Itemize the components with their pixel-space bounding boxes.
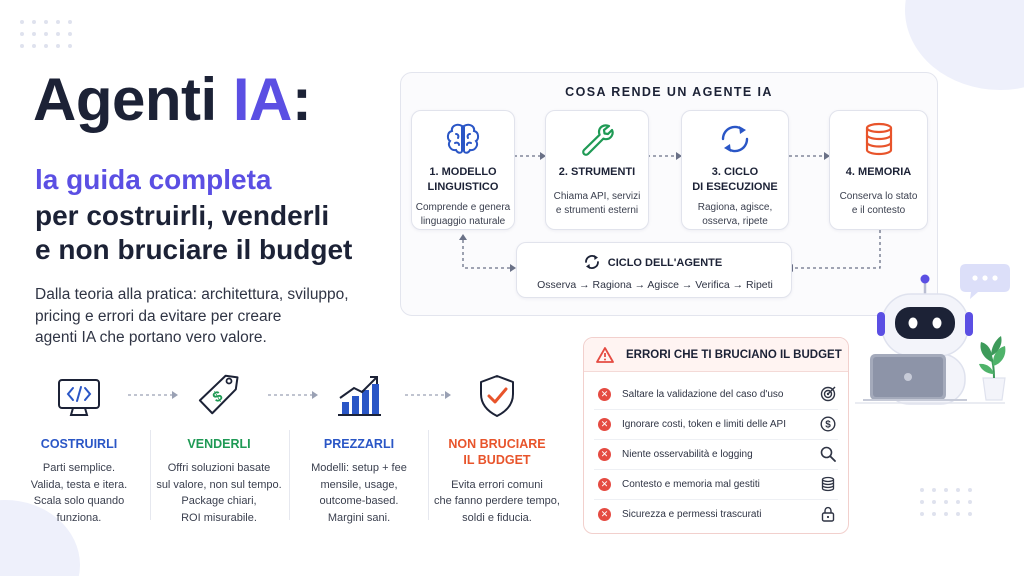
x-icon: ✕ xyxy=(598,388,611,401)
pillar-title: PREZZARLI xyxy=(323,437,395,451)
card-ciclo-esecuzione: 3. CICLO DI ESECUZIONE Ragiona, agisce, osserva, ripete xyxy=(681,110,789,230)
x-icon: ✕ xyxy=(598,478,611,491)
agent-cycle-card xyxy=(516,242,792,298)
card-memoria: 4. MEMORIA Conserva lo stato e il contesto xyxy=(829,110,928,230)
error-item: ✕ Contesto e memoria mal gestiti xyxy=(594,470,838,500)
divider xyxy=(289,430,290,520)
pillar-non-bruciare xyxy=(430,372,564,526)
brain-icon xyxy=(412,121,514,157)
sync-icon xyxy=(682,121,788,157)
decorative-dots xyxy=(920,488,972,516)
pillar-description: Parti semplice. Valida, testa e itera. Scala solo quando funziona. xyxy=(30,462,128,524)
intro-text: pricing e errori da evitare per creare xyxy=(35,308,282,325)
pillar-description: Modelli: setup + fee mensile, usage, outcome-based. Margini sani. xyxy=(311,462,407,524)
monitor-code-icon xyxy=(12,372,146,418)
price-tag-icon xyxy=(152,372,286,418)
svg-text:$: $ xyxy=(825,419,831,431)
error-item: ✕ Sicurezza e permessi trascurati xyxy=(594,500,838,530)
panel-title: COSA RENDE UN AGENTE IA xyxy=(565,85,773,99)
cycle-title: CICLO DELL'AGENTE xyxy=(607,257,723,269)
error-item: ✕ Saltare la validazione del caso d'uso xyxy=(594,380,838,410)
pillar-title: VENDERLI xyxy=(187,437,251,451)
pillar-title: COSTRUIRLI xyxy=(40,437,118,451)
database-icon xyxy=(820,476,836,492)
error-item: ✕ Ignorare costi, token e limiti delle API $ xyxy=(594,410,838,440)
card-modello-linguistico: 1. MODELLO LINGUISTICO Comprende e genera linguaggio naturale xyxy=(411,110,515,230)
pillar-costruirli xyxy=(12,372,146,526)
warning-icon xyxy=(596,347,614,363)
lock-icon xyxy=(820,506,836,522)
pillar-title: NON BRUCIARE IL BUDGET xyxy=(448,437,546,468)
pillar-description: Evita errori comuni che fanno perdere tempo, soldi e fiducia. xyxy=(434,478,560,524)
bar-chart-icon xyxy=(292,372,426,418)
page-title: Agenti IA: xyxy=(33,66,312,133)
pillar-prezzarli xyxy=(292,372,426,526)
decorative-dots xyxy=(20,20,72,48)
subtitle-line: e non bruciare il budget xyxy=(35,234,353,265)
robot-illustration xyxy=(855,272,1024,408)
target-icon xyxy=(820,386,836,402)
shield-check-icon xyxy=(430,372,564,418)
intro-text: Dalla teoria alla pratica: architettura, sviluppo, xyxy=(35,286,349,303)
errors-box xyxy=(583,337,849,534)
error-item: ✕ Niente osservabilità e logging xyxy=(594,440,838,470)
svg-text:$: $ xyxy=(209,387,226,407)
search-icon xyxy=(820,446,836,462)
database-icon xyxy=(830,121,927,157)
pillar-description: Offri soluzioni basate sul valore, non sul tempo. Package chiari, ROI misurabile. xyxy=(156,462,282,524)
intro-text: agenti IA che portano vero valore. xyxy=(35,329,267,346)
divider xyxy=(428,430,429,520)
pillar-venderli xyxy=(152,372,286,526)
errors-title: ERRORI CHE TI BRUCIANO IL BUDGET xyxy=(626,349,842,361)
wrench-icon xyxy=(546,121,648,157)
subtitle-line: per costruirli, venderli xyxy=(35,200,330,231)
cycle-flow: Osserva → Ragiona → Agisce → Verifica → Ripeti xyxy=(537,279,773,291)
x-icon: ✕ xyxy=(598,508,611,521)
subtitle-line: la guida completa xyxy=(35,164,272,195)
card-strumenti: 2. STRUMENTI Chiama API, servizi e strumenti esterni xyxy=(545,110,649,230)
divider xyxy=(150,430,151,520)
x-icon: ✕ xyxy=(598,418,611,431)
x-icon: ✕ xyxy=(598,448,611,461)
dollar-coin-icon xyxy=(820,416,836,432)
